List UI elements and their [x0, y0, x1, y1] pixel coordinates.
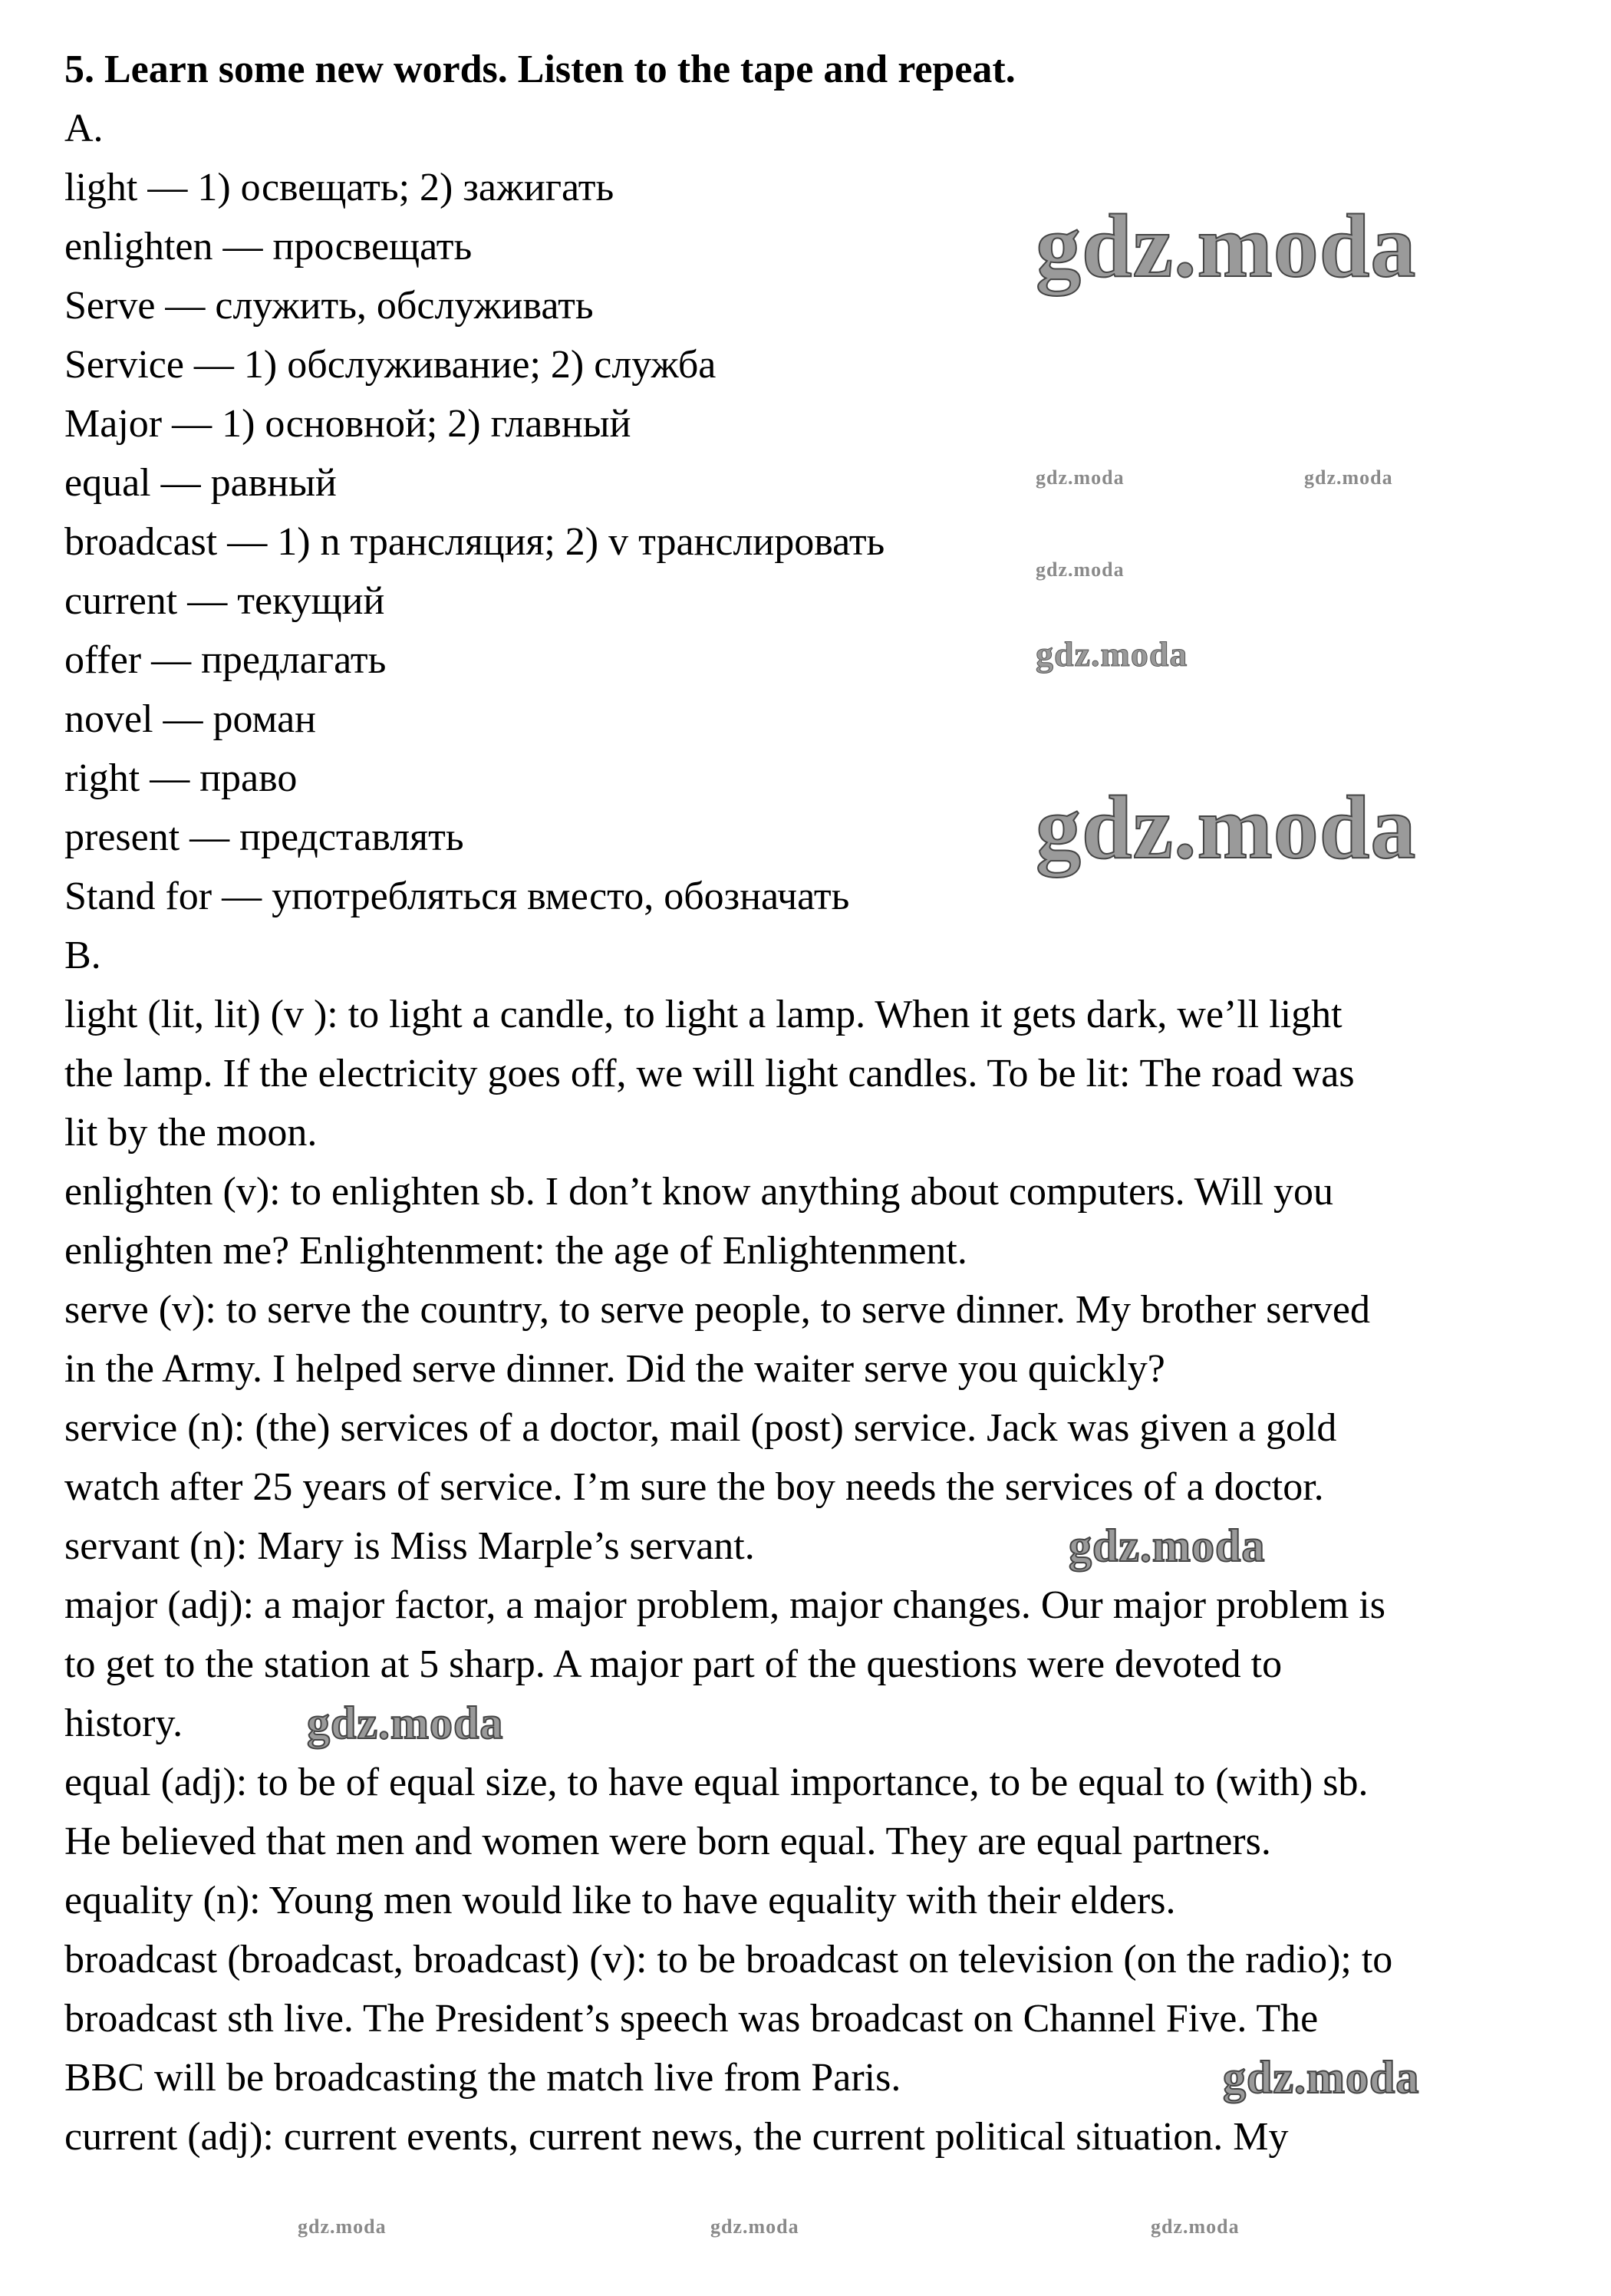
vocabulary-item: current — текущий [64, 579, 385, 623]
example-line: equal (adj): to be of equal size, to have equal importance, to be equal to (with) sb. [64, 1761, 1369, 1804]
example-line: broadcast sth live. The President’s speech was broadcast on Channel Five. The [64, 1997, 1319, 2041]
examples-text [64, 985, 1568, 2166]
example-line: light (lit, lit) (v ): to light a candle, to light a lamp. When it gets dark, we’ll light [64, 993, 1342, 1036]
vocabulary-item: broadcast — 1) n трансляция; 2) v транслировать [64, 520, 885, 564]
vocabulary-item: Service — 1) обслуживание; 2) служба [64, 343, 717, 387]
exercise-heading: 5. Learn some new words. Listen to the tape and repeat. [64, 48, 1016, 91]
example-line: current (adj): current events, current news, the current political situation. My [64, 2115, 1289, 2159]
example-line: enlighten me? Enlightenment: the age of Enlightenment. [64, 1229, 967, 1273]
vocabulary-item: right — право [64, 756, 298, 800]
watermark-small: gdz.moda [1036, 558, 1125, 581]
vocabulary-item: Major — 1) основной; 2) главный [64, 402, 631, 446]
example-line: serve (v): to serve the country, to serve people, to serve dinner. My brother served [64, 1288, 1370, 1332]
example-line: BBC will be broadcasting the match live from Paris. [64, 2056, 901, 2100]
example-line: lit by the moon. [64, 1111, 318, 1155]
watermark-logo: gdz.moda [307, 1698, 504, 1748]
vocabulary-item: equal — равный [64, 461, 337, 505]
example-line: He believed that men and women were born equal. They are equal partners. [64, 1820, 1271, 1863]
watermark-small: gdz.moda [710, 2215, 799, 2238]
vocabulary-item: enlighten — просвещать [64, 225, 473, 268]
example-line: servant (n): Mary is Miss Marple’s servant. [64, 1524, 755, 1568]
example-line: major (adj): a major factor, a major problem, major changes. Our major problem is [64, 1583, 1385, 1627]
watermark-small: gdz.moda [1036, 466, 1125, 489]
exercise-text [64, 40, 1568, 2166]
watermark-small: gdz.moda [1036, 634, 1188, 674]
section-a-label: A. [64, 107, 104, 150]
example-line: the lamp. If the electricity goes off, we will light candles. To be lit: The road was [64, 1052, 1355, 1095]
vocabulary-item: novel — роман [64, 697, 316, 741]
example-line: history. [64, 1701, 183, 1745]
example-line: in the Army. I helped serve dinner. Did the waiter serve you quickly? [64, 1347, 1165, 1391]
watermark-logo: gdz.moda [1036, 196, 1417, 296]
example-line: equality (n): Young men would like to have equality with their elders. [64, 1879, 1176, 1922]
watermark-small: gdz.moda [1151, 2215, 1240, 2238]
vocabulary-item: light — 1) освещать; 2) зажигать [64, 166, 614, 209]
example-line: broadcast (broadcast, broadcast) (v): to be broadcast on television (on the radio); to [64, 1938, 1393, 1981]
example-line: service (n): (the) services of a doctor, mail (post) service. Jack was given a gold [64, 1406, 1337, 1450]
example-line: to get to the station at 5 sharp. A major part of the questions were devoted to [64, 1642, 1283, 1686]
section-b-label: B. [64, 934, 101, 977]
vocabulary-item: present — представлять [64, 815, 464, 859]
watermark-logo: gdz.moda [1036, 777, 1417, 878]
vocabulary-item: Serve — служить, обслуживать [64, 284, 594, 328]
watermark-small: gdz.moda [1304, 466, 1393, 489]
vocabulary-item: Stand for — употребляться вместо, обозначать [64, 875, 850, 918]
watermark-logo: gdz.moda [1069, 1520, 1266, 1571]
example-line: watch after 25 years of service. I’m sure the boy needs the services of a doctor. [64, 1465, 1324, 1509]
watermark-small: gdz.moda [298, 2215, 387, 2238]
vocabulary-item: offer — предлагать [64, 638, 387, 682]
watermark-logo: gdz.moda [1223, 2052, 1420, 2103]
example-line: enlighten (v): to enlighten sb. I don’t know anything about computers. Will you [64, 1170, 1333, 1214]
